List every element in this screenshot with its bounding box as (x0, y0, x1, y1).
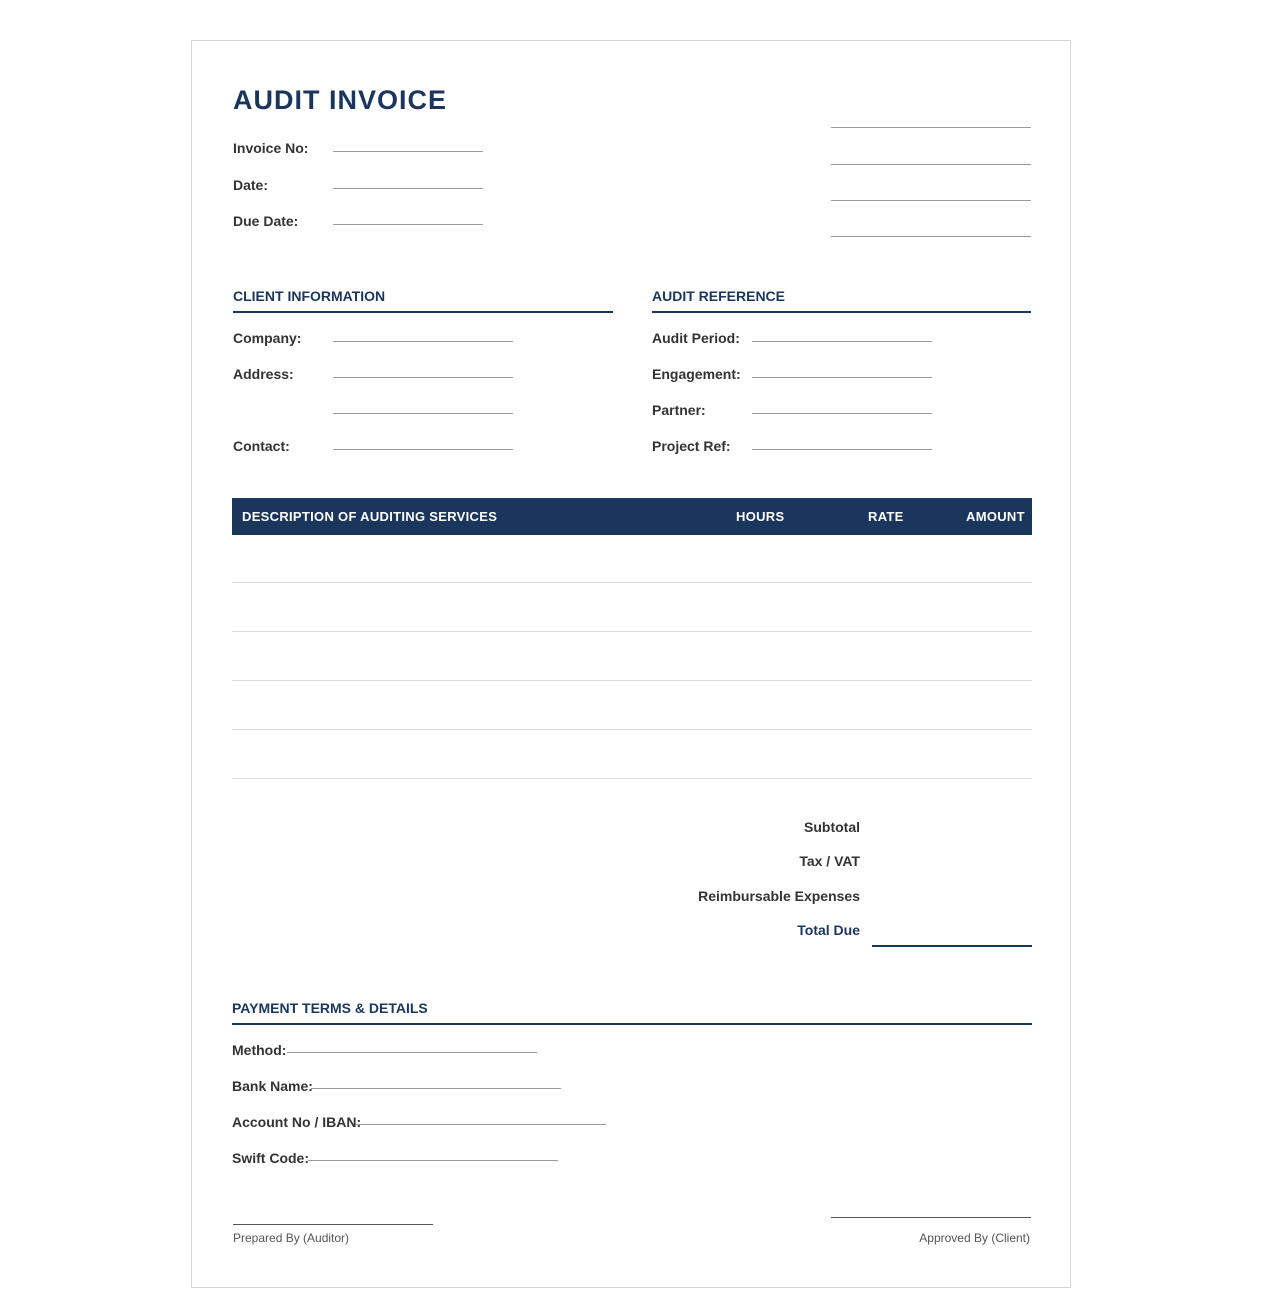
address-field-1[interactable] (333, 377, 513, 378)
contact-field[interactable] (333, 449, 513, 450)
account-iban-field[interactable] (356, 1124, 606, 1125)
account-iban-label: Account No / IBAN: (232, 1114, 362, 1130)
project-ref-label: Project Ref: (652, 438, 731, 454)
table-row[interactable] (232, 535, 1032, 583)
reimbursable-expenses-label: Reimbursable Expenses (698, 888, 860, 904)
invoice-page (191, 40, 1071, 1288)
payment-terms-heading: PAYMENT TERMS & DETAILS (232, 1000, 428, 1016)
swift-code-label: Swift Code: (232, 1150, 309, 1166)
partner-field[interactable] (752, 413, 932, 414)
subtotal-label: Subtotal (804, 819, 860, 835)
client-info-rule (233, 311, 613, 313)
table-row[interactable] (232, 633, 1032, 681)
tax-vat-label: Tax / VAT (799, 853, 860, 869)
project-ref-field[interactable] (752, 449, 932, 450)
client-info-heading: CLIENT INFORMATION (233, 288, 386, 304)
col-rate-header: RATE (868, 509, 904, 524)
approved-by-signature-line[interactable] (831, 1217, 1031, 1218)
contact-label: Contact: (233, 438, 290, 454)
approved-by-label: Approved By (Client) (919, 1231, 1030, 1245)
method-field[interactable] (287, 1052, 537, 1053)
bank-name-field[interactable] (311, 1088, 561, 1089)
col-amount-header: AMOUNT (966, 509, 1025, 524)
prepared-by-signature-line[interactable] (233, 1224, 433, 1225)
bank-name-label: Bank Name: (232, 1078, 313, 1094)
audit-reference-heading: AUDIT REFERENCE (652, 288, 786, 304)
invoice-title: AUDIT INVOICE (233, 85, 448, 115)
due-date-field[interactable] (333, 224, 483, 225)
company-label: Company: (233, 330, 302, 346)
invoice-no-field[interactable] (333, 151, 483, 152)
audit-period-label: Audit Period: (652, 330, 740, 346)
payment-terms-rule (232, 1023, 1032, 1025)
method-label: Method: (232, 1042, 287, 1058)
partner-label: Partner: (652, 402, 706, 418)
address-field-2[interactable] (333, 413, 513, 414)
total-due-label: Total Due (797, 922, 860, 938)
issuer-line-3[interactable] (831, 200, 1031, 201)
issuer-line-4[interactable] (831, 236, 1031, 237)
address-label: Address: (233, 366, 294, 382)
swift-code-field[interactable] (308, 1160, 558, 1161)
col-hours-header: HOURS (736, 509, 785, 524)
engagement-label: Engagement: (652, 366, 741, 382)
table-row[interactable] (232, 731, 1032, 779)
issuer-line-2[interactable] (831, 164, 1031, 165)
due-date-label: Due Date: (233, 213, 299, 229)
prepared-by-label: Prepared By (Auditor) (233, 1231, 350, 1245)
table-row[interactable] (232, 584, 1032, 632)
date-label: Date: (233, 177, 269, 193)
audit-period-field[interactable] (752, 341, 932, 342)
invoice-no-label: Invoice No: (233, 140, 309, 156)
col-description-header: DESCRIPTION OF AUDITING SERVICES (242, 509, 498, 524)
issuer-line-1[interactable] (831, 127, 1031, 128)
company-field[interactable] (333, 341, 513, 342)
audit-reference-rule (652, 311, 1031, 313)
services-table-header (232, 498, 1032, 535)
table-row[interactable] (232, 682, 1032, 730)
date-field[interactable] (333, 188, 483, 189)
total-due-field[interactable] (872, 945, 1032, 947)
engagement-field[interactable] (752, 377, 932, 378)
